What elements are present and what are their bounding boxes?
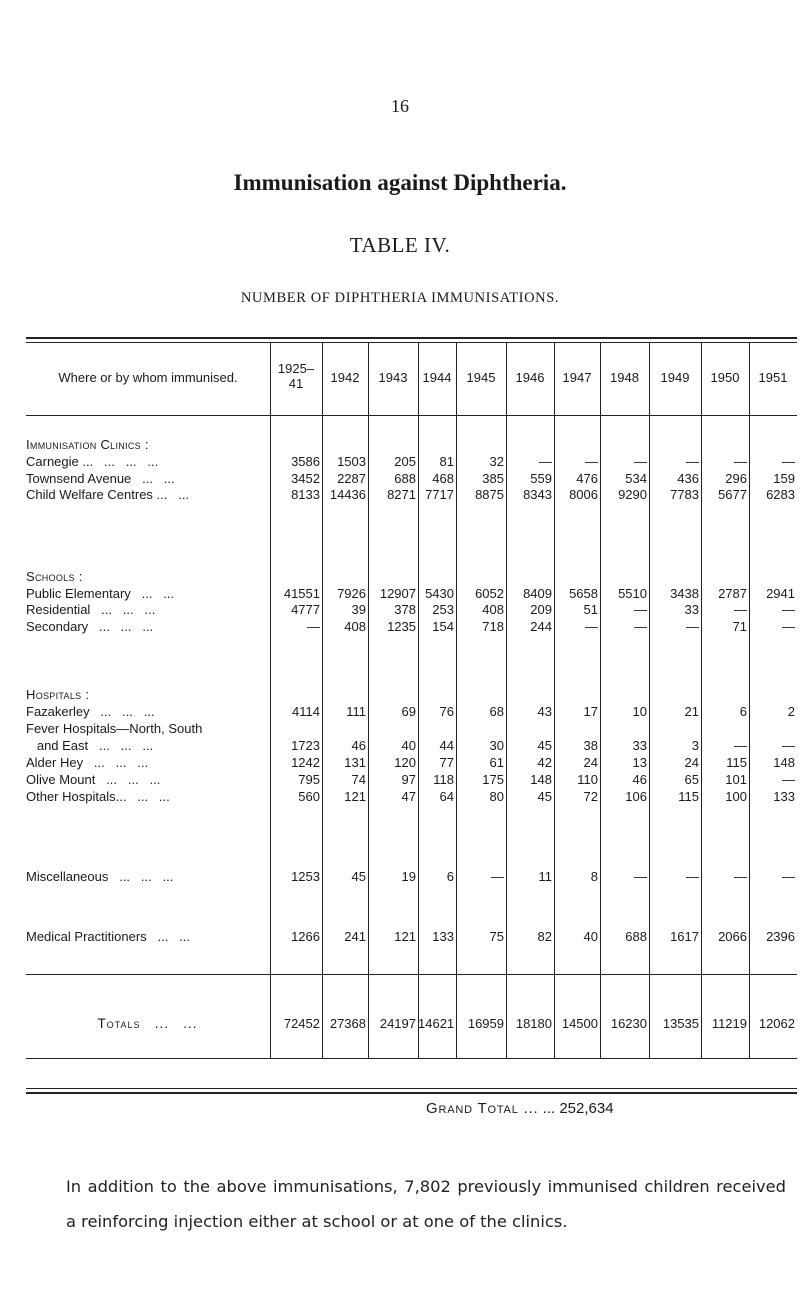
table-bottom-rule — [26, 1088, 797, 1089]
table-cell: — — [634, 454, 647, 469]
table-cell: 205 — [394, 454, 416, 469]
table-cell: — — [491, 869, 504, 884]
table-cell: 241 — [344, 929, 366, 944]
table-cell: — — [734, 602, 747, 617]
table-cell: 244 — [530, 619, 552, 634]
table-cell: 46 — [351, 738, 366, 753]
table-cell: — — [782, 619, 795, 634]
table-cell: 47 — [401, 789, 416, 804]
table-cell: 8 — [590, 869, 598, 884]
table-cell: 8006 — [569, 487, 598, 502]
totals-cell: 18180 — [515, 1016, 552, 1031]
table-cell: 111 — [346, 704, 366, 719]
table-cell: 148 — [773, 755, 795, 770]
table-cell: — — [734, 869, 747, 884]
totals-cell: 11219 — [711, 1016, 747, 1031]
table-cell: 24 — [583, 755, 598, 770]
column-header-year: 1950 — [710, 370, 740, 385]
grand-total-label: Grand Total ... — [426, 1100, 539, 1117]
table-cell: 7926 — [337, 586, 366, 601]
table-cell: 21 — [684, 704, 699, 719]
table-cell: 131 — [344, 755, 366, 770]
table-cell: — — [782, 454, 795, 469]
table-cell: 77 — [439, 755, 454, 770]
table-cell: 1617 — [670, 929, 699, 944]
column-header-year: 1942 — [330, 370, 360, 385]
table-cell: 8271 — [387, 487, 416, 502]
table-cell: — — [782, 869, 795, 884]
table-cell: — — [539, 454, 552, 469]
column-divider — [701, 343, 702, 1058]
header-bottom-rule — [26, 415, 797, 416]
table-cell: 8133 — [291, 487, 320, 502]
table-cell: 61 — [489, 755, 504, 770]
table-cell: 560 — [298, 789, 320, 804]
row-label: Alder Hey ... ... ... — [26, 755, 149, 770]
table-cell: 2396 — [766, 929, 795, 944]
table-label: TABLE IV. — [349, 233, 451, 257]
table-cell: — — [686, 454, 699, 469]
table-cell: 38 — [583, 738, 598, 753]
table-cell: 80 — [489, 789, 504, 804]
table-cell: 2287 — [337, 471, 366, 486]
table-cell: 5677 — [718, 487, 747, 502]
table-cell: 75 — [489, 929, 504, 944]
table-cell: 97 — [401, 772, 416, 787]
table-cell: 4777 — [291, 602, 320, 617]
column-divider — [368, 343, 369, 1058]
table-bottom-rule-outer — [26, 1092, 797, 1094]
table-cell: 253 — [432, 602, 454, 617]
page-number: 16 — [391, 96, 409, 116]
table-cell: 476 — [576, 471, 598, 486]
table-cell: 3452 — [291, 471, 320, 486]
table-cell: 1242 — [291, 755, 320, 770]
column-header-year: 1951 — [758, 370, 788, 385]
column-header-year: 1946 — [515, 370, 545, 385]
section-heading: Schools : — [26, 569, 83, 584]
row-label: Olive Mount ... ... ... — [26, 772, 161, 787]
table-cell: 11 — [538, 869, 552, 884]
table-cell: 2 — [787, 704, 795, 719]
table-cell: 42 — [537, 755, 552, 770]
table-cell: 14436 — [329, 487, 366, 502]
totals-cell: 13535 — [662, 1016, 699, 1031]
table-cell: 30 — [489, 738, 504, 753]
table-cell: 68 — [489, 704, 504, 719]
table-cell: 121 — [394, 929, 416, 944]
table-cell: 33 — [632, 738, 647, 753]
table-cell: 17 — [583, 704, 598, 719]
table-cell: 408 — [482, 602, 504, 617]
table-cell: 468 — [432, 471, 454, 486]
table-cell: — — [686, 869, 699, 884]
column-divider — [322, 343, 323, 1058]
table-cell: 1723 — [291, 738, 320, 753]
table-cell: — — [585, 619, 598, 634]
table-cell: 688 — [625, 929, 647, 944]
totals-cell: 72452 — [283, 1016, 320, 1031]
table-cell: 45 — [351, 869, 366, 884]
table-cell: 6 — [446, 869, 454, 884]
table-cell: 13 — [632, 755, 647, 770]
table-cell: 133 — [773, 789, 795, 804]
table-cell: 133 — [432, 929, 454, 944]
table-cell: — — [734, 738, 747, 753]
table-cell: 1503 — [337, 454, 366, 469]
column-divider — [649, 343, 650, 1058]
table-cell: 120 — [394, 755, 416, 770]
table-cell: 82 — [537, 929, 552, 944]
table-cell: 24 — [684, 755, 699, 770]
table-cell: 8343 — [523, 487, 552, 502]
table-cell: 296 — [725, 471, 747, 486]
column-header-year: 1945 — [466, 370, 496, 385]
footnote-paragraph: In addition to the above immunisations, 7,802 previously immunised children received a reinforcing injection either at school or at one of the clinics. — [66, 1177, 786, 1231]
table-cell: 33 — [684, 602, 699, 617]
table-cell: 559 — [530, 471, 552, 486]
table-cell: 4114 — [292, 704, 320, 719]
table-cell: 12907 — [379, 586, 416, 601]
table-cell: 41551 — [283, 586, 320, 601]
table-cell: 6283 — [766, 487, 795, 502]
table-cell: 378 — [394, 602, 416, 617]
table-cell: — — [782, 738, 795, 753]
table-cell: 408 — [344, 619, 366, 634]
table-cell: 106 — [625, 789, 647, 804]
table-cell: — — [307, 619, 320, 634]
totals-bottom-rule — [26, 1058, 797, 1059]
table-cell: 5658 — [569, 586, 598, 601]
table-cell: — — [686, 619, 699, 634]
table-cell: 121 — [344, 789, 366, 804]
table-cell: 8409 — [523, 586, 552, 601]
table-cell: — — [734, 454, 747, 469]
table-cell: 5430 — [425, 586, 454, 601]
table-cell: — — [782, 772, 795, 787]
table-cell: 795 — [298, 772, 320, 787]
totals-top-rule — [26, 974, 797, 975]
totals-cell: 24197 — [379, 1016, 416, 1031]
row-label: Secondary ... ... ... — [26, 619, 154, 634]
totals-cell: 16230 — [610, 1016, 647, 1031]
column-header-year: 1943 — [378, 370, 408, 385]
table-cell: 148 — [530, 772, 552, 787]
row-label: Medical Practitioners ... ... — [26, 929, 190, 944]
table-cell: 9290 — [618, 487, 647, 502]
row-label: and East ... ... ... — [26, 738, 154, 753]
table-cell: 40 — [401, 738, 416, 753]
table-cell: 175 — [482, 772, 504, 787]
table-cell: 76 — [439, 704, 454, 719]
table-cell: 118 — [433, 772, 454, 787]
column-header-where: Where or by whom immunised. — [58, 370, 238, 385]
table-cell: 385 — [482, 471, 504, 486]
column-divider — [418, 343, 419, 1058]
row-label: Other Hospitals... ... ... — [26, 789, 170, 804]
table-cell: 6052 — [475, 586, 504, 601]
column-divider — [270, 343, 271, 1058]
table-cell: 100 — [725, 789, 747, 804]
row-label: Residential ... ... ... — [26, 602, 156, 617]
table-cell: 159 — [773, 471, 795, 486]
section-heading: Immunisation Clinics : — [26, 437, 149, 452]
table-cell: — — [782, 602, 795, 617]
table-cell: 5510 — [618, 586, 647, 601]
table-cell: — — [634, 869, 647, 884]
table-top-rule-inner — [26, 342, 797, 343]
table-cell: 7717 — [425, 487, 454, 502]
totals-cell: 14621 — [418, 1016, 455, 1031]
column-header-year: 1948 — [610, 370, 639, 385]
table-cell: 40 — [583, 929, 598, 944]
table-cell: 7783 — [670, 487, 699, 502]
row-label: Fever Hospitals—North, South — [26, 721, 203, 736]
table-cell: 115 — [678, 789, 699, 804]
table-cell: 2941 — [766, 586, 795, 601]
table-cell: 3586 — [291, 454, 320, 469]
table-cell: 110 — [577, 772, 598, 787]
table-cell: 69 — [401, 704, 416, 719]
page-title: Immunisation against Diphtheria. — [233, 170, 567, 195]
table-cell: 1253 — [291, 869, 320, 884]
table-cell: 51 — [583, 602, 598, 617]
table-cell: 72 — [583, 789, 598, 804]
row-label: Child Welfare Centres ... ... — [26, 487, 190, 502]
column-header-year: 1925– 41 — [277, 361, 315, 391]
table-cell: — — [585, 454, 598, 469]
immunisation-table — [26, 337, 800, 1107]
table-cell: 534 — [625, 471, 647, 486]
totals-label: Totals ... ... — [97, 1016, 198, 1031]
table-cell: 436 — [677, 471, 699, 486]
table-cell: 209 — [530, 602, 552, 617]
totals-cell: 27368 — [329, 1016, 366, 1031]
row-label: Fazakerley ... ... ... — [26, 704, 155, 719]
table-cell: 1235 — [387, 619, 416, 634]
column-header-year: 1947 — [562, 370, 592, 385]
row-label: Townsend Avenue ... ... — [26, 471, 175, 486]
column-divider — [600, 343, 601, 1058]
table-cell: 71 — [732, 619, 747, 634]
totals-cell: 14500 — [561, 1016, 598, 1031]
table-cell: 39 — [351, 602, 366, 617]
table-cell: 81 — [439, 454, 454, 469]
table-subtitle: NUMBER OF DIPHTHERIA IMMUNISATIONS. — [240, 290, 560, 306]
table-cell: 3438 — [670, 586, 699, 601]
table-cell: 45 — [537, 738, 552, 753]
column-divider — [554, 343, 555, 1058]
column-header-year: 1949 — [660, 370, 690, 385]
totals-cell: 12062 — [758, 1016, 795, 1031]
table-cell: 1266 — [291, 929, 320, 944]
grand-total — [426, 1100, 614, 1117]
table-cell: — — [634, 619, 647, 634]
table-cell: 8875 — [475, 487, 504, 502]
table-cell: 6 — [739, 704, 747, 719]
table-cell: 44 — [439, 738, 454, 753]
table-cell: 65 — [684, 772, 699, 787]
row-label: Miscellaneous ... ... ... — [26, 869, 174, 884]
table-cell: 43 — [537, 704, 552, 719]
row-label: Carnegie ... ... ... ... — [26, 454, 159, 469]
column-divider — [456, 343, 457, 1058]
grand-total-value: ... 252,634 — [542, 1100, 614, 1117]
table-cell: 74 — [351, 772, 366, 787]
table-cell: 154 — [432, 619, 454, 634]
table-cell: 2066 — [718, 929, 747, 944]
table-cell: 45 — [537, 789, 552, 804]
table-cell: 64 — [439, 789, 454, 804]
table-cell: 19 — [401, 869, 416, 884]
column-divider — [749, 343, 750, 1058]
totals-cell: 16959 — [467, 1016, 504, 1031]
table-cell: 115 — [726, 755, 747, 770]
table-cell: 32 — [489, 454, 504, 469]
section-heading: Hospitals : — [26, 687, 90, 702]
table-top-rule — [26, 337, 797, 339]
table-cell: 101 — [725, 772, 747, 787]
column-divider — [506, 343, 507, 1058]
table-cell: 688 — [394, 471, 416, 486]
table-cell: 2787 — [718, 586, 747, 601]
table-cell: 718 — [482, 619, 504, 634]
table-cell: — — [634, 602, 647, 617]
table-cell: 46 — [632, 772, 647, 787]
table-cell: 3 — [691, 738, 699, 753]
row-label: Public Elementary ... ... — [26, 586, 175, 601]
table-cell: 10 — [632, 704, 647, 719]
column-header-year: 1944 — [422, 370, 452, 385]
